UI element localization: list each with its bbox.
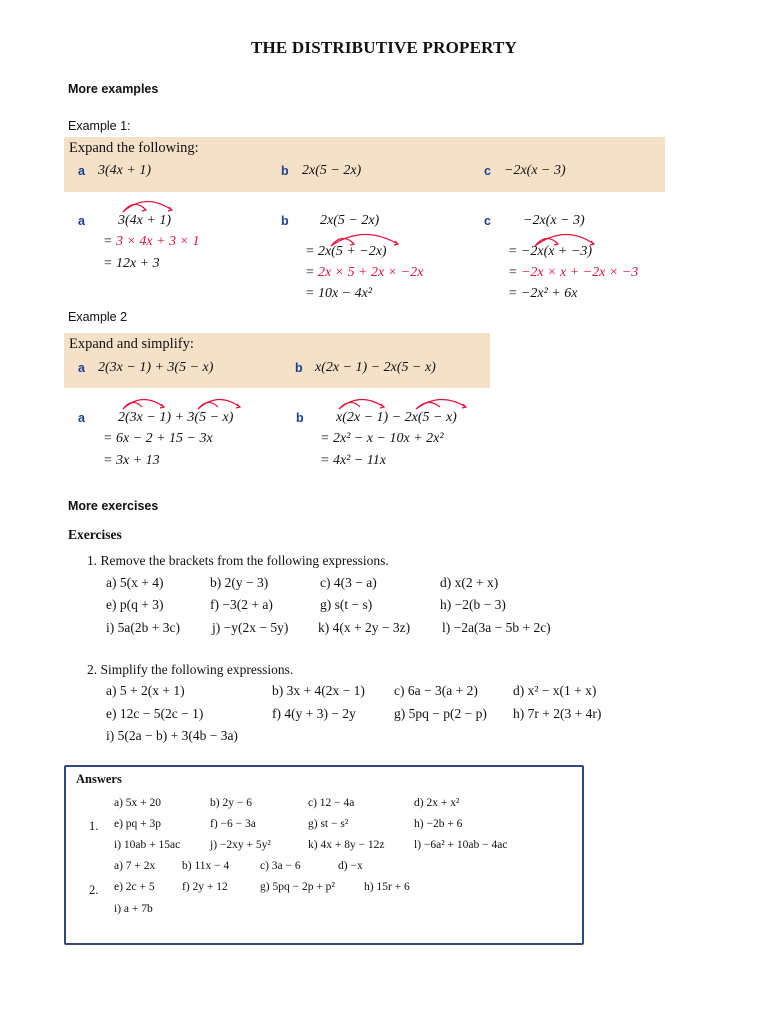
- example1-part-a-letter: a: [78, 164, 85, 178]
- example2-solution-a-letter: a: [78, 411, 85, 425]
- exercise2-item: e) 12c − 5(2c − 1): [106, 706, 204, 721]
- example2-a-line2: = 6x − 2 + 15 − 3x: [103, 431, 213, 446]
- exercise1-item: l) −2a(3a − 5b + 2c): [442, 620, 551, 635]
- answer-q2-item: i) a + 7b: [114, 903, 153, 915]
- exercise2-item: a) 5 + 2(x + 1): [106, 683, 185, 698]
- example1-part-a-expr: 3(4x + 1): [98, 163, 151, 178]
- answer-q2-item: g) 5pq − 2p + p²: [260, 881, 335, 893]
- exercises-heading: Exercises: [68, 527, 122, 542]
- exercise1-item: f) −3(2 + a): [210, 597, 273, 612]
- example1-b-line2: = 2x(5 + −2x): [305, 244, 387, 259]
- exercise1-item: b) 2(y − 3): [210, 575, 269, 590]
- answer-q2-item: d) −x: [338, 860, 363, 872]
- example1-a-line2: 3 × 4x + 3 × 1: [115, 234, 200, 249]
- answer-q1-item: g) st − s²: [308, 818, 349, 830]
- exercise1-item: a) 5(x + 4): [106, 575, 164, 590]
- exercise1-item: g) s(t − s): [320, 597, 373, 612]
- example2-a-line1: 2(3x − 1) + 3(5 − x): [118, 410, 234, 425]
- exercise1-item: e) p(q + 3): [106, 597, 164, 612]
- example1-c-line3: −2x × x + −2x × −3: [520, 265, 639, 280]
- exercise2-item: h) 7r + 2(3 + 4r): [513, 706, 602, 721]
- example1-a-line2-eq: =: [103, 234, 116, 249]
- exercise1-item: k) 4(x + 2y − 3z): [318, 620, 411, 635]
- example2-a-line3: = 3x + 13: [103, 453, 160, 468]
- answer-q1-item: k) 4x + 8y − 12z: [308, 839, 385, 851]
- answer-q1-item: j) −2xy + 5y²: [210, 839, 271, 851]
- example1-question-band: [64, 137, 665, 192]
- exercise1-item: i) 5a(2b + 3c): [106, 620, 180, 635]
- answer-q2-item: c) 3a − 6: [260, 860, 301, 872]
- answer-q1-item: h) −2b + 6: [414, 818, 463, 830]
- answer-q1-item: a) 5x + 20: [114, 797, 162, 809]
- example2-solution-b-letter: b: [296, 411, 304, 425]
- answers-q1-number: 1.: [89, 819, 99, 833]
- answer-q2-item: a) 7 + 2x: [114, 860, 156, 872]
- example2-part-a-letter: a: [78, 361, 85, 375]
- example1-heading: Expand the following:: [69, 140, 199, 156]
- example2-part-a-expr: 2(3x − 1) + 3(5 − x): [98, 360, 214, 375]
- example1-c-line2: = −2x(x + −3): [508, 244, 593, 259]
- example1-a-line3: = 12x + 3: [103, 256, 160, 271]
- answer-q2-item: f) 2y + 12: [182, 881, 228, 893]
- example2-heading: Expand and simplify:: [69, 336, 194, 352]
- answer-q2-item: h) 15r + 6: [364, 881, 410, 893]
- answer-q2-item: b) 11x − 4: [182, 860, 230, 872]
- answers-box: [64, 765, 584, 945]
- example1-part-c-expr: −2x(x − 3): [504, 163, 566, 178]
- example2-label: Example 2: [68, 310, 128, 324]
- example2-part-b-letter: b: [295, 361, 303, 375]
- example1-solution-a-letter: a: [78, 214, 85, 228]
- exercise2-item: c) 6a − 3(a + 2): [394, 683, 478, 698]
- example2-b-line1: x(2x − 1) − 2x(5 − x): [336, 410, 457, 425]
- answer-q1-item: d) 2x + x²: [414, 797, 460, 809]
- answer-q1-item: e) pq + 3p: [114, 818, 162, 830]
- more-examples-heading: More examples: [68, 82, 159, 96]
- example1-c-line4: = −2x² + 6x: [508, 286, 578, 301]
- answer-q1-item: c) 12 − 4a: [308, 797, 355, 809]
- example1-b-line3-eq: =: [305, 265, 318, 280]
- example1-solution-b-letter: b: [281, 214, 289, 228]
- exercise1-item: h) −2(b − 3): [440, 597, 506, 612]
- exercise2-instruction: 2. Simplify the following expressions.: [87, 662, 294, 677]
- exercise1-instruction: 1. Remove the brackets from the following expressions.: [87, 553, 389, 568]
- example1-label: Example 1:: [68, 119, 131, 133]
- exercise1-item: j) −y(2x − 5y): [212, 620, 289, 635]
- exercise2-item: g) 5pq − p(2 − p): [394, 706, 487, 721]
- example2-b-line2: = 2x² − x − 10x + 2x²: [320, 431, 444, 446]
- answer-q1-item: i) 10ab + 15ac: [114, 839, 181, 851]
- example1-part-c-letter: c: [484, 164, 491, 178]
- example1-b-line1: 2x(5 − 2x): [320, 213, 380, 228]
- example1-c-line1: −2x(x − 3): [523, 213, 585, 228]
- exercise2-item: d) x² − x(1 + x): [513, 683, 597, 698]
- example1-solution-c-letter: c: [484, 214, 491, 228]
- example1-part-b-expr: 2x(5 − 2x): [302, 163, 362, 178]
- example2-question-band: [64, 333, 490, 388]
- answers-q2-number: 2.: [89, 883, 99, 897]
- answers-heading: Answers: [76, 772, 122, 786]
- answer-q1-item: l) −6a² + 10ab − 4ac: [414, 839, 508, 851]
- example1-part-b-letter: b: [281, 164, 289, 178]
- exercise2-item: i) 5(2a − b) + 3(4b − 3a): [106, 728, 238, 743]
- example2-part-b-expr: x(2x − 1) − 2x(5 − x): [315, 360, 436, 375]
- answer-q2-item: e) 2c + 5: [114, 881, 155, 893]
- exercise1-item: d) x(2 + x): [440, 575, 499, 590]
- example1-c-line3-eq: =: [508, 265, 521, 280]
- page-title: THE DISTRIBUTIVE PROPERTY: [250, 38, 518, 57]
- example1-b-line3: 2x × 5 + 2x × −2x: [317, 265, 424, 280]
- exercise1-item: c) 4(3 − a): [320, 575, 377, 590]
- example1-b-line4: = 10x − 4x²: [305, 286, 373, 301]
- exercise2-item: b) 3x + 4(2x − 1): [272, 683, 365, 698]
- answer-q1-item: f) −6 − 3a: [210, 818, 256, 830]
- example1-a-line1: 3(4x + 1): [118, 213, 171, 228]
- answer-q1-item: b) 2y − 6: [210, 797, 252, 809]
- more-exercises-heading: More exercises: [68, 499, 159, 513]
- exercise2-item: f) 4(y + 3) − 2y: [272, 706, 356, 721]
- example2-b-line3: = 4x² − 11x: [320, 453, 386, 468]
